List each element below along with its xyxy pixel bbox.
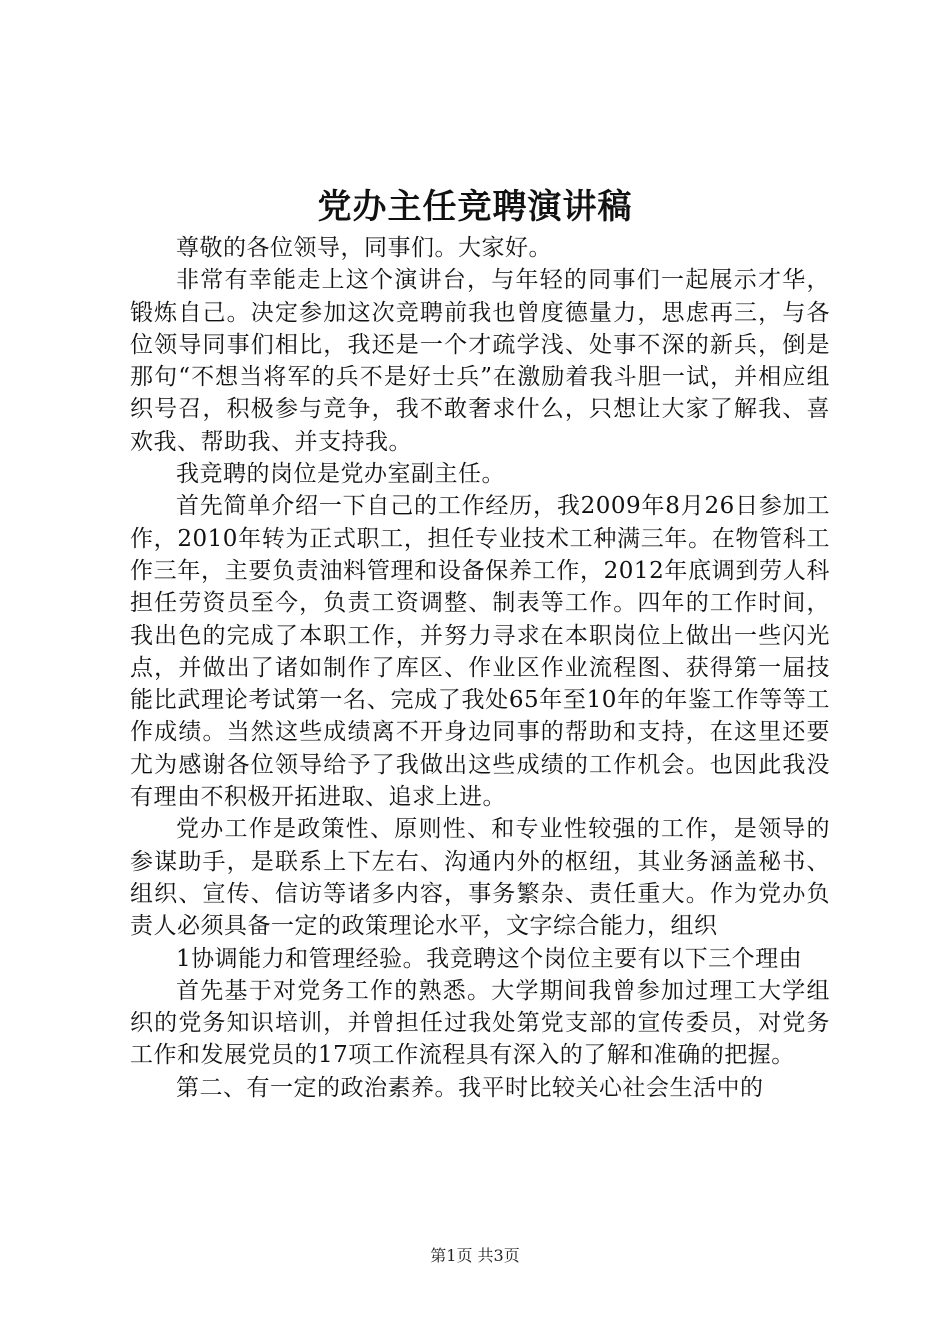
paragraph-first-reason: 首先基于对党务工作的熟悉。大学期间我曾参加过理工大学组织的党务知识培训，并曾担任过我处第党支部的宣传委员，对党务工作和发展党员的17项工作流程具有深入的了解和准确的把握。 [130, 977, 830, 1069]
document-body [130, 232, 830, 1104]
paragraph-reasons: 1协调能力和管理经验。我竞聘这个岗位主要有以下三个理由 [176, 945, 803, 972]
paragraph-position: 我竞聘的岗位是党办室副主任。 [176, 461, 505, 488]
paragraph-experience: 首先简单介绍一下自己的工作经历，我2009年8月26日参加工作，2010年转为正式职工，担任专业技术工种满三年。在物管科工作三年，主要负责油料管理和设备保养工作，2012年底调到劳人科担任劳资员至今，负责工资调整、制表等工作。四年的工作时间，我出色的完成了本职工作，并努力寻求在本职岗位上做出一些闪光点，并做出了诸如制作了库区、作业区作业流程图、获得第一届技能比武理论考试第一名、完成了我处65年至10年的年鉴工作等等工作成绩。当然这些成绩离不开身边同事的帮助和支持，在这里还要尤为感谢各位领导给予了我做出这些成绩的工作机会。也因此我没有理由不积极开拓进取、追求上进。 [130, 493, 830, 811]
paragraph-second-reason: 第二、有一定的政治素养。我平时比较关心社会生活中的 [176, 1074, 764, 1101]
paragraph-party-office: 党办工作是政策性、原则性、和专业性较强的工作，是领导的参谋助手，是联系上下左右、沟通内外的枢纽，其业务涵盖秘书、组织、宣传、信访等诸多内容，事务繁杂、责任重大。作为党办负责人必须具备一定的政策理论水平，文字综合能力，组织 [130, 816, 830, 940]
page-number-footer: 第1页 共3页 [430, 1246, 520, 1265]
document-title: 党办主任竞聘演讲稿 [317, 187, 633, 227]
paragraph-greeting: 尊敬的各位领导，同事们。大家好。 [176, 235, 552, 261]
paragraph-opening: 非常有幸能走上这个演讲台，与年轻的同事们一起展示才华，锻炼自己。决定参加这次竞聘前我也曾度德量力，思虑再三，与各位领导同事们相比，我还是一个才疏学浅、处事不深的新兵，倒是那句“不想当将军的兵不是好士兵”在激励着我斗胆一试，并相应组织号召，积极参与竞争，我不敢奢求什么，只想让大家了解我、喜欢我、帮助我、并支持我。 [130, 267, 830, 455]
